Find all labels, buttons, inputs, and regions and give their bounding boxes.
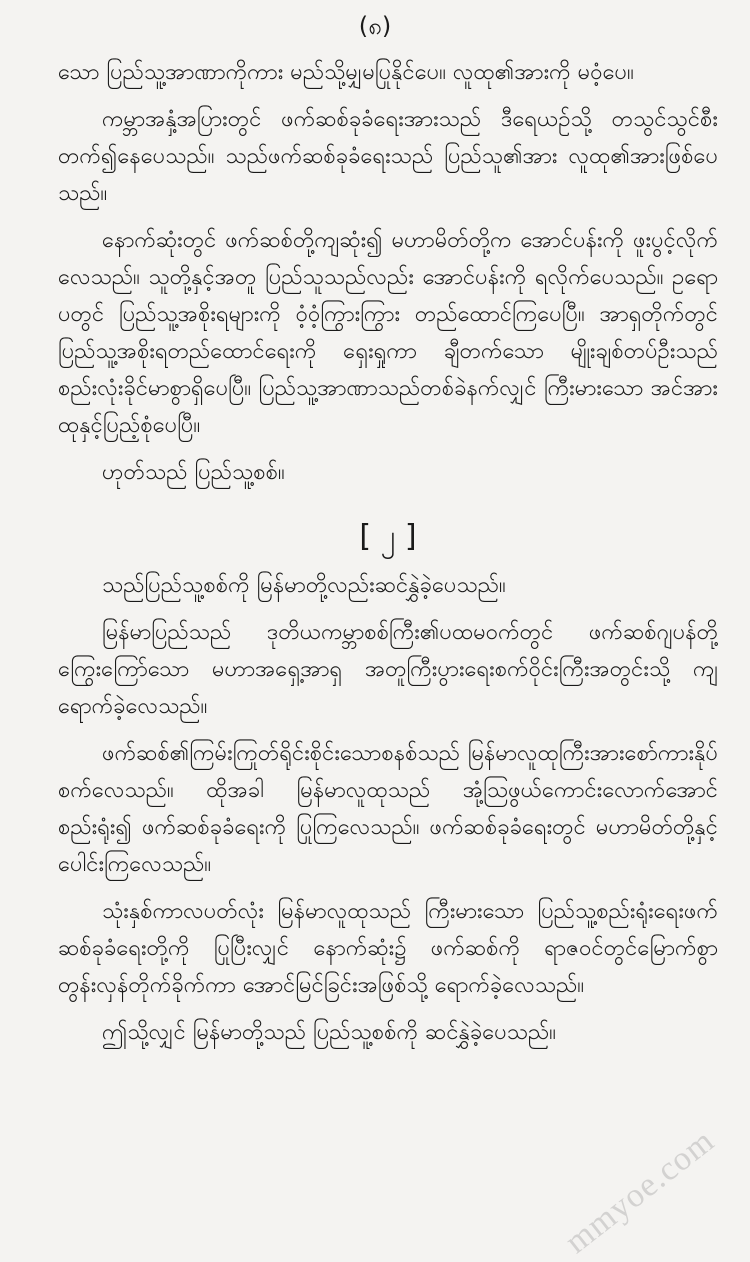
paragraph: သော ပြည်သူ့အာဏာကိုကား မည်သို့မျှမပြုနိုင်ပေ။ လူထု၏အားကို မဝံ့ပေ။ [58, 60, 634, 85]
paragraph: ဖက်ဆစ်၏ကြမ်းကြုတ်ရိုင်းစိုင်းသောစနစ်သည် မြန်မာလူထုကြီးအားစော်ကားနိုပ်စက်လေသည်။ ထိုအခါ မြန်မာလူထုသည် အုံ့သြဖွယ်ကောင်းလောက်အောင် စည်းရုံး၍ ဖက်ဆစ်ခုခံရေးကို ပြုကြလေသည်။ ဖက်ဆစ်ခုခံရေးတွင် မဟာမိတ်တို့နှင့် ပေါင်းကြလေသည်။ [58, 741, 718, 877]
paragraph: ကမ္ဘာအနှံ့အပြားတွင် ဖက်ဆစ်ခုခံရေးအားသည် ဒီရေယဉ်သို့ တသွင်သွင်စီးတက်၍နေပေသည်။ သည်ဖက်ဆစ်ခုခံရေးသည် ပြည်သူ၏အား လူထု၏အားဖြစ်ပေသည်။ [58, 107, 718, 206]
section-heading: [ ၂ ] [359, 519, 417, 554]
body-text [58, 54, 718, 1061]
paragraph: နောက်ဆုံးတွင် ဖက်ဆစ်တို့ကျဆုံး၍ မဟာမိတ်တို့က အောင်ပန်းကို ဖူးပွင့်လိုက်လေသည်။ သူတို့နှင့်အတူ ပြည်သူသည်လည်း အောင်ပန်းကို ရလိုက်ပေသည်။ ဥရောပတွင် ပြည်သူ့အစိုးရများကို ဝံ့ဝံ့ကြွားကြွား တည်ထောင်ကြပေပြီ။ အာရှတိုက်တွင် ပြည်သူ့အစိုးရတည်ထောင်ရေးကို ရှေးရှုကာ ချီတက်သော မျိုးချစ်တပ်ဦးသည် စည်းလုံးခိုင်မာစွာရှိပေပြီ။ ပြည်သူ့အာဏာသည်တစ်ခဲနက်လျှင် ကြီးမားသော အင်အားထုနှင့်ပြည့်စုံပေပြီ။ [58, 228, 718, 438]
paragraph: သုံးနှစ်ကာလပတ်လုံး မြန်မာလူထုသည် ကြီးမားသော ပြည်သူ့စည်းရုံးရေးဖက်ဆစ်ခုခံရေးတို့ကို ပြုပြီးလျှင် နောက်ဆုံး၌ ဖက်ဆစ်ကို ရာဇဝင်တွင်မြောက်စွာ တွန်းလှန်တိုက်ခိုက်ကာ အောင်မြင်ခြင်းအဖြစ်သို့ ရောက်ခဲ့လေသည်။ [58, 899, 718, 998]
paragraph: သည်ပြည်သူ့စစ်ကို မြန်မာတို့လည်းဆင်နွှဲခဲ့ပေသည်။ [102, 573, 506, 598]
watermark: mmyoe.com [558, 1122, 722, 1261]
page-number: (၈) [358, 12, 392, 40]
paragraph: ဟုတ်သည် ပြည်သူ့စစ်။ [102, 460, 285, 485]
paragraph: မြန်မာပြည်သည် ဒုတိယကမ္ဘာစစ်ကြီး၏ပထမဝက်တွင် ဖက်ဆစ်ဂျပန်တို့ကြွေးကြော်သော မဟာအရှေ့အာရှ အတူကြီးပွားရေးစက်ဝိုင်းကြီးအတွင်းသို့ ကျရောက်ခဲ့လေသည်။ [58, 620, 718, 719]
paragraph: ဤသို့လျှင် မြန်မာတို့သည် ပြည်သူ့စစ်ကို ဆင်နွှဲခဲ့ပေသည်။ [102, 1020, 556, 1045]
